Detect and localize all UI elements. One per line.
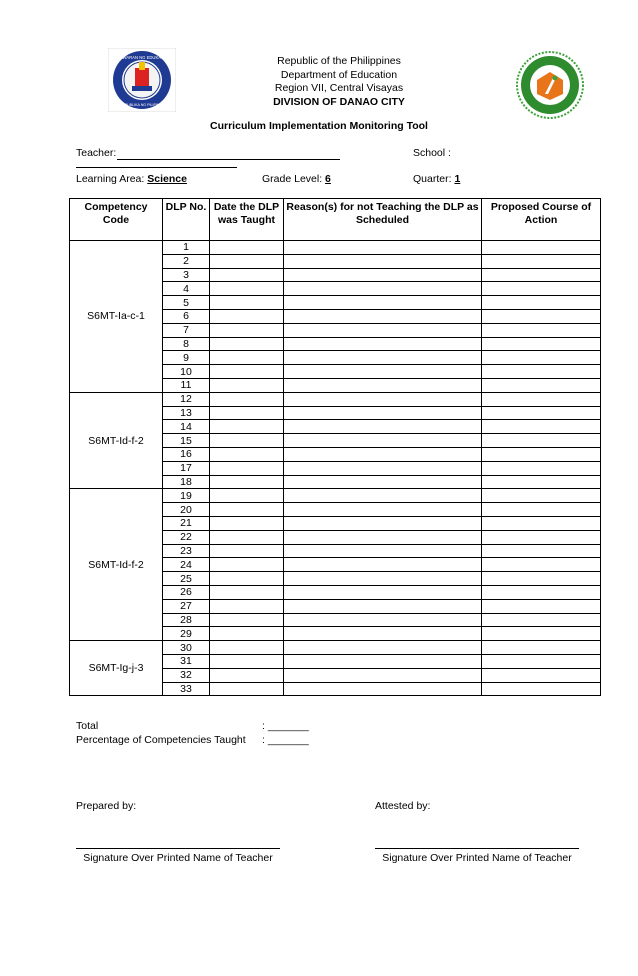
date-taught-cell[interactable] <box>210 530 284 544</box>
proposed-action-cell[interactable] <box>482 585 601 599</box>
proposed-action-cell[interactable] <box>482 365 601 379</box>
reason-cell[interactable] <box>284 682 482 696</box>
attested-signature-line[interactable] <box>375 848 579 849</box>
date-taught-cell[interactable] <box>210 434 284 448</box>
proposed-action-cell[interactable] <box>482 309 601 323</box>
prepared-signature-line[interactable] <box>76 848 280 849</box>
reason-cell[interactable] <box>284 309 482 323</box>
reason-cell[interactable] <box>284 337 482 351</box>
teacher-field[interactable] <box>117 159 340 160</box>
letterhead-region: Region VII, Central Visayas <box>274 82 404 94</box>
dlp-number-cell: 32 <box>163 668 210 682</box>
learning-area-label: Learning Area: <box>76 173 145 185</box>
letterhead-republic: Republic of the Philippines <box>277 55 401 67</box>
dlp-number-cell: 26 <box>163 585 210 599</box>
table-row <box>70 489 601 503</box>
reason-cell[interactable] <box>284 378 482 392</box>
dlp-number-cell: 12 <box>163 392 210 406</box>
prepared-by-label: Prepared by: <box>76 800 137 812</box>
proposed-action-cell[interactable] <box>482 668 601 682</box>
date-taught-cell[interactable] <box>210 641 284 655</box>
reason-cell[interactable] <box>284 613 482 627</box>
date-taught-cell[interactable] <box>210 337 284 351</box>
date-taught-cell[interactable] <box>210 406 284 420</box>
date-taught-cell[interactable] <box>210 503 284 517</box>
dlp-number-cell: 7 <box>163 323 210 337</box>
reason-cell[interactable] <box>284 282 482 296</box>
proposed-action-cell[interactable] <box>482 268 601 282</box>
quarter-value: 1 <box>454 173 461 185</box>
reason-cell[interactable] <box>284 558 482 572</box>
reason-cell[interactable] <box>284 641 482 655</box>
proposed-action-cell[interactable] <box>482 241 601 255</box>
dlp-number-cell: 10 <box>163 365 210 379</box>
grade-level-label: Grade Level: <box>262 173 323 185</box>
dlp-number-cell: 5 <box>163 296 210 310</box>
teacher-label: Teacher: <box>76 147 117 159</box>
letterhead-division: DIVISION OF DANAO CITY <box>273 95 405 108</box>
learning-area-value: Science <box>147 173 187 185</box>
dlp-number-cell: 30 <box>163 641 210 655</box>
proposed-action-cell[interactable] <box>482 599 601 613</box>
dlp-number-cell: 14 <box>163 420 210 434</box>
proposed-action-cell[interactable] <box>482 682 601 696</box>
header-date-taught: Date the DLP was Taught <box>210 199 284 241</box>
proposed-action-cell[interactable] <box>482 544 601 558</box>
date-taught-cell[interactable] <box>210 254 284 268</box>
date-taught-cell[interactable] <box>210 351 284 365</box>
reason-cell[interactable] <box>284 406 482 420</box>
reason-cell[interactable] <box>284 296 482 310</box>
proposed-action-cell[interactable] <box>482 378 601 392</box>
percentage-value[interactable]: : _______ <box>262 734 309 746</box>
dlp-number-cell: 33 <box>163 682 210 696</box>
total-value[interactable]: : _______ <box>262 720 309 732</box>
quarter <box>413 173 460 185</box>
date-taught-cell[interactable] <box>210 572 284 586</box>
reason-cell[interactable] <box>284 489 482 503</box>
proposed-action-cell[interactable] <box>482 434 601 448</box>
proposed-action-cell[interactable] <box>482 558 601 572</box>
dlp-number-cell: 13 <box>163 406 210 420</box>
reason-cell[interactable] <box>284 654 482 668</box>
date-taught-cell[interactable] <box>210 447 284 461</box>
date-taught-cell[interactable] <box>210 668 284 682</box>
proposed-action-cell[interactable] <box>482 654 601 668</box>
reason-cell[interactable] <box>284 323 482 337</box>
header-reasons: Reason(s) for not Teaching the DLP as Scheduled <box>284 199 482 241</box>
dlp-number-cell: 4 <box>163 282 210 296</box>
proposed-action-cell[interactable] <box>482 296 601 310</box>
reason-cell[interactable] <box>284 268 482 282</box>
proposed-action-cell[interactable] <box>482 392 601 406</box>
reason-cell[interactable] <box>284 503 482 517</box>
attested-caption: Signature Over Printed Name of Teacher <box>382 852 572 864</box>
table-body <box>70 241 601 696</box>
date-taught-cell[interactable] <box>210 544 284 558</box>
reason-cell[interactable] <box>284 530 482 544</box>
percentage-label: Percentage of Competencies Taught <box>76 734 246 746</box>
proposed-action-cell[interactable] <box>482 516 601 530</box>
proposed-action-cell[interactable] <box>482 613 601 627</box>
reason-cell[interactable] <box>284 516 482 530</box>
reason-cell[interactable] <box>284 254 482 268</box>
grade-level-value: 6 <box>325 173 331 185</box>
dlp-number-cell: 27 <box>163 599 210 613</box>
reason-cell[interactable] <box>284 475 482 489</box>
dlp-number-cell: 25 <box>163 572 210 586</box>
proposed-action-cell[interactable] <box>482 254 601 268</box>
date-taught-cell[interactable] <box>210 378 284 392</box>
date-taught-cell[interactable] <box>210 489 284 503</box>
table-row <box>70 641 601 655</box>
reason-cell[interactable] <box>284 461 482 475</box>
date-taught-cell[interactable] <box>210 282 284 296</box>
reason-cell[interactable] <box>284 572 482 586</box>
dlp-number-cell: 19 <box>163 489 210 503</box>
dlp-number-cell: 9 <box>163 351 210 365</box>
reason-cell[interactable] <box>284 544 482 558</box>
form-title: Curriculum Implementation Monitoring Tool <box>210 120 428 132</box>
dlp-number-cell: 20 <box>163 503 210 517</box>
reason-cell[interactable] <box>284 241 482 255</box>
svg-text:KAGAWARAN NG EDUKASYON: KAGAWARAN NG EDUKASYON <box>111 55 173 60</box>
letterhead-department: Department of Education <box>280 68 398 81</box>
prepared-caption: Signature Over Printed Name of Teacher <box>83 852 273 864</box>
total-label: Total <box>76 720 99 732</box>
division-seal <box>515 50 585 125</box>
dlp-number-cell: 23 <box>163 544 210 558</box>
competency-code-cell: S6MT-Id-f-2 <box>70 489 163 641</box>
date-taught-cell[interactable] <box>210 682 284 696</box>
date-taught-cell[interactable] <box>210 558 284 572</box>
table-row <box>70 392 601 406</box>
header-dlp-no: DLP No. <box>163 199 210 241</box>
reason-cell[interactable] <box>284 585 482 599</box>
date-taught-cell[interactable] <box>210 268 284 282</box>
table-header-row <box>70 199 601 241</box>
proposed-action-cell[interactable] <box>482 282 601 296</box>
proposed-action-cell[interactable] <box>482 406 601 420</box>
dlp-number-cell: 8 <box>163 337 210 351</box>
dlp-number-cell: 21 <box>163 516 210 530</box>
quarter-label: Quarter: <box>413 173 452 185</box>
letterhead <box>200 55 478 109</box>
header-proposed-action: Proposed Course of Action <box>482 199 601 241</box>
proposed-action-cell[interactable] <box>482 530 601 544</box>
date-taught-cell[interactable] <box>210 599 284 613</box>
attested-by-label: Attested by: <box>375 800 431 812</box>
date-taught-cell[interactable] <box>210 461 284 475</box>
dlp-number-cell: 11 <box>163 378 210 392</box>
competency-code-cell: S6MT-Id-f-2 <box>70 392 163 489</box>
date-taught-cell[interactable] <box>210 627 284 641</box>
dlp-number-cell: 16 <box>163 447 210 461</box>
dlp-number-cell: 18 <box>163 475 210 489</box>
proposed-action-cell[interactable] <box>482 420 601 434</box>
reason-cell[interactable] <box>284 365 482 379</box>
dlp-number-cell: 28 <box>163 613 210 627</box>
svg-text:REPUBLIKA NG PILIPINAS: REPUBLIKA NG PILIPINAS <box>119 103 165 107</box>
competency-code-cell: S6MT-Ia-c-1 <box>70 241 163 393</box>
proposed-action-cell[interactable] <box>482 351 601 365</box>
deped-seal <box>108 48 176 117</box>
dlp-number-cell: 3 <box>163 268 210 282</box>
date-taught-cell[interactable] <box>210 516 284 530</box>
date-taught-cell[interactable] <box>210 585 284 599</box>
dlp-number-cell: 15 <box>163 434 210 448</box>
date-taught-cell[interactable] <box>210 420 284 434</box>
proposed-action-cell[interactable] <box>482 337 601 351</box>
reason-cell[interactable] <box>284 627 482 641</box>
school-label: School : <box>413 147 451 159</box>
dlp-number-cell: 6 <box>163 309 210 323</box>
reason-cell[interactable] <box>284 668 482 682</box>
header-competency-code: Competency Code <box>70 199 163 241</box>
reason-cell[interactable] <box>284 447 482 461</box>
date-taught-cell[interactable] <box>210 613 284 627</box>
date-taught-cell[interactable] <box>210 654 284 668</box>
dlp-number-cell: 24 <box>163 558 210 572</box>
proposed-action-cell[interactable] <box>482 503 601 517</box>
proposed-action-cell[interactable] <box>482 475 601 489</box>
competency-code-cell: S6MT-Ig-j-3 <box>70 641 163 696</box>
proposed-action-cell[interactable] <box>482 489 601 503</box>
table-row <box>70 241 601 255</box>
dlp-number-cell: 29 <box>163 627 210 641</box>
dlp-number-cell: 31 <box>163 654 210 668</box>
date-taught-cell[interactable] <box>210 296 284 310</box>
date-taught-cell[interactable] <box>210 309 284 323</box>
dlp-number-cell: 22 <box>163 530 210 544</box>
proposed-action-cell[interactable] <box>482 572 601 586</box>
dlp-number-cell: 17 <box>163 461 210 475</box>
dlp-number-cell: 1 <box>163 241 210 255</box>
dlp-number-cell: 2 <box>163 254 210 268</box>
date-taught-cell[interactable] <box>210 323 284 337</box>
date-taught-cell[interactable] <box>210 392 284 406</box>
learning-area <box>76 173 187 185</box>
proposed-action-cell[interactable] <box>482 641 601 655</box>
grade-level <box>262 173 331 185</box>
reason-cell[interactable] <box>284 420 482 434</box>
reason-cell[interactable] <box>284 434 482 448</box>
date-taught-cell[interactable] <box>210 475 284 489</box>
proposed-action-cell[interactable] <box>482 461 601 475</box>
proposed-action-cell[interactable] <box>482 323 601 337</box>
proposed-action-cell[interactable] <box>482 447 601 461</box>
monitoring-table <box>69 198 601 696</box>
reason-cell[interactable] <box>284 599 482 613</box>
reason-cell[interactable] <box>284 351 482 365</box>
proposed-action-cell[interactable] <box>482 627 601 641</box>
date-taught-cell[interactable] <box>210 241 284 255</box>
teacher-field-continuation[interactable] <box>76 167 237 168</box>
reason-cell[interactable] <box>284 392 482 406</box>
date-taught-cell[interactable] <box>210 365 284 379</box>
